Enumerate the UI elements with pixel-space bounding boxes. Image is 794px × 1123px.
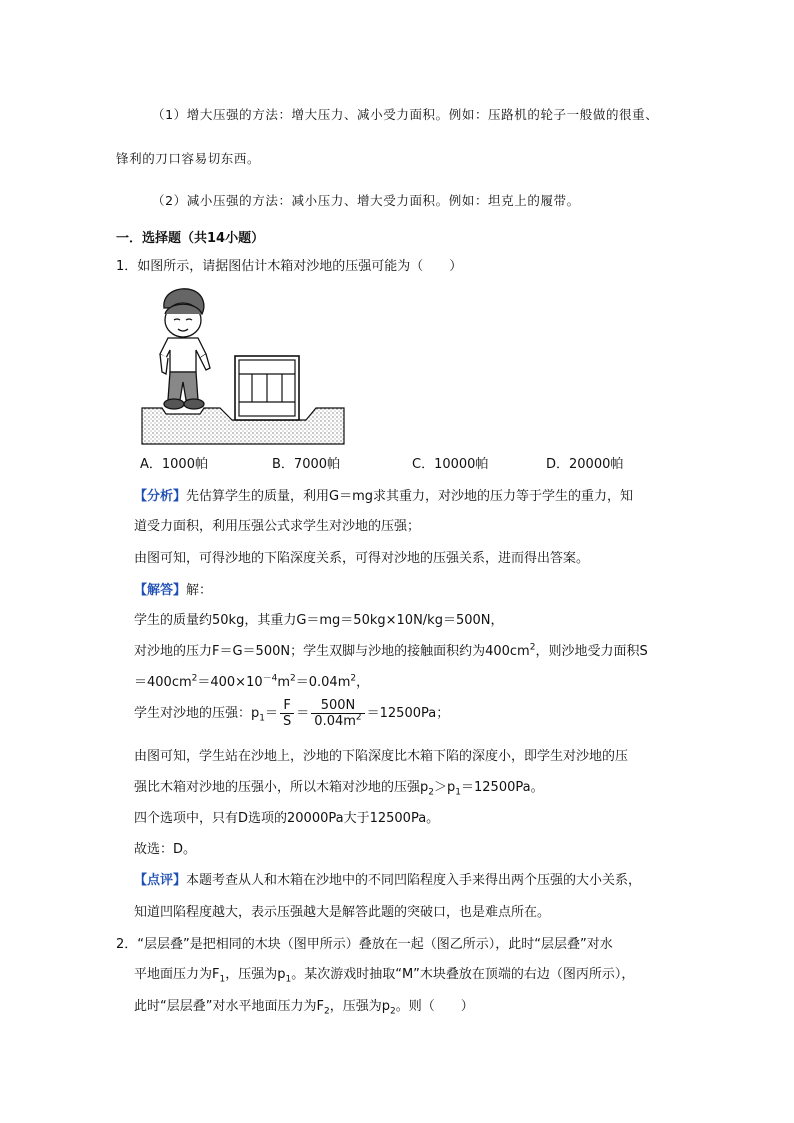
frac1-num: F <box>280 698 294 714</box>
q1-analysis-line-1 <box>134 488 633 506</box>
q1-solution-line-7: 四个选项中，只有D选项的20000Pa大于12500Pa。 <box>134 811 440 826</box>
frac2-den <box>311 714 364 729</box>
analysis-tag: 【分析】 <box>134 489 187 504</box>
s2a: 对沙地的压力F＝G＝500N；学生双脚与沙地的接触面积约为400cm <box>134 644 530 659</box>
q2-l3c: 。则（ ） <box>395 999 474 1014</box>
q1-answer-header <box>134 582 212 600</box>
q1-solution-line-2 <box>134 643 648 661</box>
q1-comment-line-1 <box>134 872 641 890</box>
q1-option-c: C．10000帕 <box>412 457 489 472</box>
q2-l2sub1: 1 <box>219 974 226 985</box>
s4eq1: ＝ <box>265 706 279 721</box>
q1-option-d: D．20000帕 <box>546 457 624 472</box>
s6b: ＞p <box>434 780 456 795</box>
s3sup2: －4 <box>262 673 278 684</box>
comment-text-1: 本题考查从人和木箱在沙地中的不同凹陷程度入手来得出两个压强的大小关系， <box>186 873 642 888</box>
boy-figure <box>160 289 210 409</box>
analysis-text-1: 先估算学生的质量，利用G＝mg求其重力，对沙地的压力等于学生的重力，知 <box>186 489 634 504</box>
frac2-num: 500N <box>311 698 364 714</box>
q2-line-2 <box>134 966 634 984</box>
intro-point-2: （2）减小压强的方法：减小压力、增大受力面积。例如：坦克上的履带。 <box>152 193 580 208</box>
q2-line-1: 2．“层层叠”是把相同的木块（图甲所示）叠放在一起（图乙所示），此时“层层叠”对水 <box>116 937 613 952</box>
q2-l3sub2: 2 <box>389 1006 396 1017</box>
frac2-den-sup: 2 <box>355 712 362 723</box>
s3e: ， <box>356 675 370 690</box>
q1-solution-line-8: 故选：D。 <box>134 842 197 857</box>
section-title: 一．选择题（共14小题） <box>116 231 265 246</box>
q1-option-a: A．1000帕 <box>140 457 208 472</box>
q1-solution-line-1: 学生的质量约50kg，其重力G＝mg＝50kg×10N/kg＝500N， <box>134 613 504 628</box>
answer-tag: 【解答】 <box>134 583 187 598</box>
s4b: ＝12500Pa； <box>366 706 450 721</box>
s6sub2: 1 <box>455 787 461 798</box>
s3c: m <box>277 675 291 690</box>
s4a: 学生对沙地的压强：p <box>134 706 260 721</box>
frac2-den-text: 0.04m <box>314 714 356 729</box>
s6c: ＝12500Pa。 <box>461 780 544 795</box>
q1-solution-line-3 <box>134 674 369 692</box>
s3a: ＝400cm <box>134 675 192 690</box>
frac1-den: S <box>283 714 292 729</box>
s3b: ＝400×10 <box>197 675 263 690</box>
boy-and-box-figure <box>140 284 346 446</box>
wooden-box <box>235 356 299 420</box>
q2-l3b: ，压强为p <box>329 999 390 1014</box>
s3sup1: 2 <box>191 673 198 684</box>
q1-solution-line-4 <box>134 697 449 731</box>
q2-l3sub1: 2 <box>323 1006 330 1017</box>
intro-point-1b: 锋利的刀口容易切东西。 <box>116 151 261 166</box>
fraction-500n-over-area <box>311 698 364 729</box>
q1-analysis-line-2: 道受力面积，利用压强公式求学生对沙地的压强； <box>134 519 421 534</box>
q1-option-b: B．7000帕 <box>272 457 341 472</box>
s2b: ，则沙地受力面积S <box>535 644 648 659</box>
q1-solution-line-5: 由图可知，学生站在沙地上，沙地的下陷深度比木箱下陷的深度小，即学生对沙地的压 <box>134 749 629 764</box>
fraction-f-over-s <box>280 698 294 729</box>
s6a: 强比木箱对沙地的压强小，所以木箱对沙地的压强p <box>134 780 429 795</box>
q2-line-3 <box>134 998 474 1016</box>
q1-solution-line-6 <box>134 779 544 797</box>
s3sup3: 2 <box>290 673 296 684</box>
q1-stem: 1．如图所示，请据图估计木箱对沙地的压强可能为（ ） <box>116 259 463 274</box>
s6sub1: 2 <box>428 787 434 798</box>
q2-l3a: 此时“层层叠”对水平地面压力为F <box>134 999 324 1014</box>
q2-l2sub2: 1 <box>285 974 292 985</box>
s4sub1: 1 <box>259 713 265 724</box>
s3d: ＝0.04m <box>295 675 351 690</box>
q2-l2c: 。某次游戏时抽取“M”木块叠放在顶端的右边（图丙所示）， <box>291 967 635 982</box>
q1-analysis-line-3: 由图可知，可得沙地的下陷深度关系，可得对沙地的压强关系，进而得出答案。 <box>134 551 590 566</box>
q2-l2a: 平地面压力为F <box>134 967 220 982</box>
comment-tag: 【点评】 <box>134 873 187 888</box>
q2-l2b: ，压强为p <box>225 967 286 982</box>
intro-point-1a: （1）增大压强的方法：增大压力、减小受力面积。例如：压路机的轮子一般做的很重、 <box>152 107 659 122</box>
q1-comment-line-2: 知道凹陷程度越大，表示压强越大是解答此题的突破口，也是难点所在。 <box>134 905 551 920</box>
answer-colon: 解： <box>186 583 213 598</box>
s4eq2: ＝ <box>296 706 310 721</box>
s3sup4: 2 <box>350 673 357 684</box>
s2sup: 2 <box>529 642 536 653</box>
